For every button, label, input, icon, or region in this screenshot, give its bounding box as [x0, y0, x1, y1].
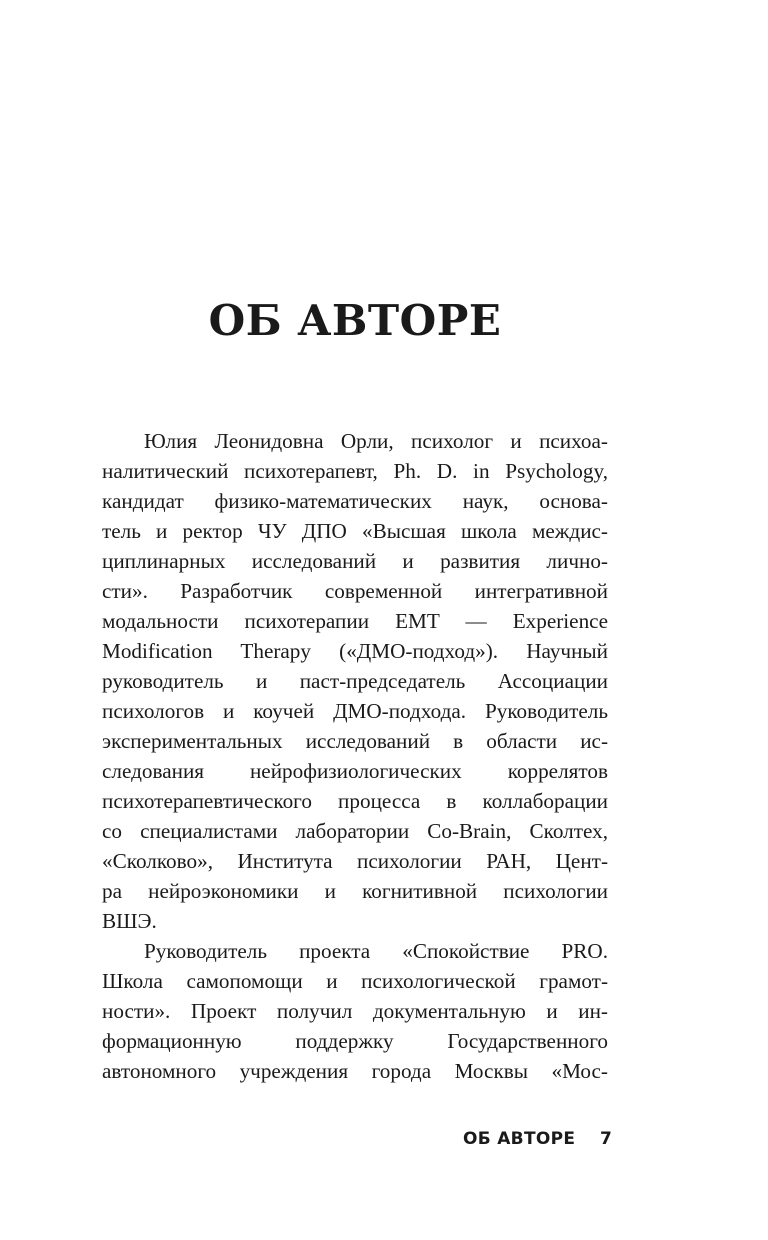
text-line: ра нейроэкономики и когнитивной психологии [102, 879, 608, 903]
text-line: экспериментальных исследований в области ис- [102, 729, 608, 753]
text-line: циплинарных исследований и развития лично- [102, 549, 608, 573]
text-line: со специалистами лаборатории Co-Brain, Сколтех, [102, 819, 608, 843]
text-line: сти». Разработчик современной интегративной [102, 579, 608, 603]
text-line: налитический психотерапевт, Ph. D. in Psychology, [102, 459, 608, 483]
text-line: кандидат физико-математических наук, основа- [102, 489, 608, 513]
text-line: Юлия Леонидовна Орли, психолог и психоа- [144, 429, 608, 453]
text-line: модальности психотерапии EMT — Experience [102, 609, 608, 633]
text-line: ВШЭ. [102, 909, 157, 933]
text-line: Modification Therapy («ДМО-подход»). Научный [102, 639, 608, 663]
body-text [102, 426, 608, 1086]
page-title: ОБ АВТОРЕ [208, 296, 502, 345]
text-line: ности». Проект получил документальную и ин- [102, 999, 608, 1023]
text-line: следования нейрофизиологических коррелятов [102, 759, 608, 783]
text-line: Школа самопомощи и психологической грамот- [102, 969, 608, 993]
text-line: психологов и коучей ДМО-подхода. Руководитель [102, 699, 608, 723]
running-head: ОБ АВТОРЕ [463, 1129, 576, 1149]
page-number: 7 [600, 1129, 612, 1149]
text-line: руководитель и паст-председатель Ассоциации [102, 669, 608, 693]
text-line: «Сколково», Института психологии РАН, Цент- [102, 849, 608, 873]
text-line: формационную поддержку Государственного [102, 1029, 608, 1053]
text-line: Руководитель проекта «Спокойствие PRO. [144, 939, 608, 963]
text-line: психотерапевтического процесса в коллаборации [102, 789, 608, 813]
text-line: автономного учреждения города Москвы «Мос- [102, 1059, 608, 1083]
text-line: тель и ректор ЧУ ДПО «Высшая школа междис- [102, 519, 608, 543]
